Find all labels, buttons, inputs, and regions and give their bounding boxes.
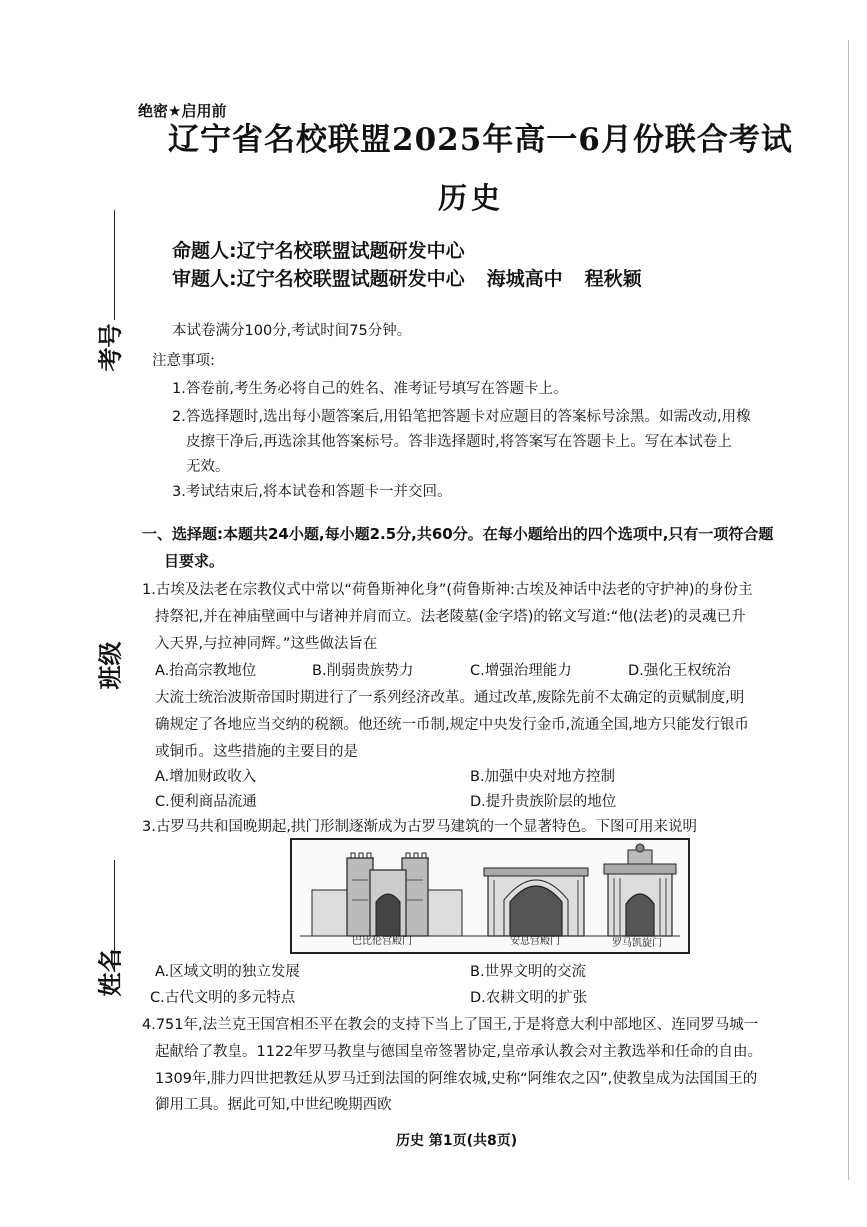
q4-line: 4.751年,法兰克王国宫相丕平在教会的支持下当上了国王,于是将意大利中部地区、连同罗马城一 [142, 1017, 759, 1033]
reviewer-school: 海城高中 [486, 268, 563, 290]
q1-option-d: D.强化王权统治 [628, 663, 731, 679]
q2-option-b: B.加强中央对地方控制 [470, 769, 616, 785]
q1-option-c: C.增强治理能力 [470, 663, 572, 679]
reviewer-label: 审题人:辽宁名校联盟试题研发中心 [172, 268, 465, 290]
q1-line: 入天界,与拉神同辉。”这些做法旨在 [155, 636, 378, 652]
arch-figure [290, 838, 690, 954]
q2-option-c: C.便利商品流通 [155, 794, 257, 810]
sidebar-name: 姓名 [96, 948, 125, 997]
q3-line: 3.古罗马共和国晚期起,拱门形制逐渐成为古罗马建筑的一个显著特色。下图可用来说明 [142, 819, 697, 835]
roman-arch-drawing [604, 844, 676, 936]
q1-option-b: B.削弱贵族势力 [312, 663, 414, 679]
babylon-gate-drawing [312, 853, 462, 936]
secret-label: 绝密★启用前 [138, 102, 227, 120]
proposer-line: 命题人:辽宁名校联盟试题研发中心 [172, 240, 465, 262]
notice-item: 无效。 [186, 459, 230, 475]
reviewer-line [172, 264, 664, 291]
q2-line: 确规定了各地应当交纳的税额。他还统一币制,规定中央发行金币,流通全国,地方只能发行银币 [155, 717, 749, 733]
exam-title: 辽宁省名校联盟2025年高一6月份联合考试 [168, 122, 793, 158]
q1-line: 1.古埃及法老在宗教仪式中常以“荷鲁斯神化身”(荷鲁斯神:古埃及神话中法老的守护神)的身份主 [142, 582, 753, 598]
q1-option-a: A.抬高宗教地位 [155, 663, 257, 679]
section-heading: 一、选择题:本题共24小题,每小题2.5分,共60分。在每小题给出的四个选项中,只有一项符合题 [142, 525, 774, 543]
subject-title: 历史 [438, 181, 505, 215]
q2-option-d: D.提升贵族阶层的地位 [470, 794, 617, 810]
notice-heading: 注意事项: [152, 353, 215, 369]
q4-line: 1309年,腓力四世把教廷从罗马迁到法国的阿维农城,史称“阿维农之囚”,使教皇成为法国国王的 [155, 1071, 758, 1087]
figure-label-babylon: 巴比伦宫殿门 [352, 936, 412, 947]
sidebar-exam-no: 考号 [96, 323, 125, 372]
q2-line: 大流士统治波斯帝国时期进行了一系列经济改革。通过改革,废除先前不太确定的贡赋制度,明 [155, 690, 745, 706]
exam-no-line [114, 210, 115, 320]
q3-option-a: A.区域文明的独立发展 [155, 964, 300, 980]
section-heading-cont: 目要求。 [164, 552, 225, 570]
arch-figure-svg [292, 840, 688, 952]
figure-label-rome: 罗马凯旋门 [612, 938, 662, 949]
q4-line: 起献给了教皇。1122年罗马教皇与德国皇帝签署协定,皇帝承认教会对主教选举和任命的自由。 [155, 1044, 763, 1060]
sidebar-class: 班级 [96, 641, 125, 690]
q2-line: 或铜币。这些措施的主要目的是 [155, 744, 358, 760]
score-time: 本试卷满分100分,考试时间75分钟。 [172, 323, 412, 339]
parthian-gate-drawing [484, 868, 588, 936]
notice-item: 3.考试结束后,将本试卷和答题卡一并交回。 [172, 484, 452, 500]
page-footer: 历史 第1页(共8页) [396, 1133, 518, 1149]
q1-line: 持祭祀,并在神庙壁画中与诸神并肩而立。法老陵墓(金字塔)的铭文写道:“他(法老)的灵魂已升 [155, 609, 746, 625]
q3-option-c: C.古代文明的多元特点 [150, 990, 296, 1006]
q3-option-d: D.农耕文明的扩张 [470, 990, 588, 1006]
notice-item: 2.答选择题时,选出每小题答案后,用铅笔把答题卡对应题目的答案标号涂黑。如需改动,用橡 [172, 409, 751, 425]
q4-line: 御用工具。据此可知,中世纪晚期西欧 [155, 1097, 392, 1113]
notice-item: 1.答卷前,考生务必将自己的姓名、准考证号填写在答题卡上。 [172, 381, 568, 397]
page-edge-line [848, 40, 849, 1180]
reviewer-name: 程秋颖 [584, 268, 642, 290]
q2-option-a: A.增加财政收入 [155, 769, 257, 785]
q3-option-b: B.世界文明的交流 [470, 964, 587, 980]
figure-label-parthia: 安息宫殿门 [510, 936, 560, 947]
notice-item: 皮擦干净后,再选涂其他答案标号。答非选择题时,将答案写在答题卡上。写在本试卷上 [186, 434, 732, 450]
